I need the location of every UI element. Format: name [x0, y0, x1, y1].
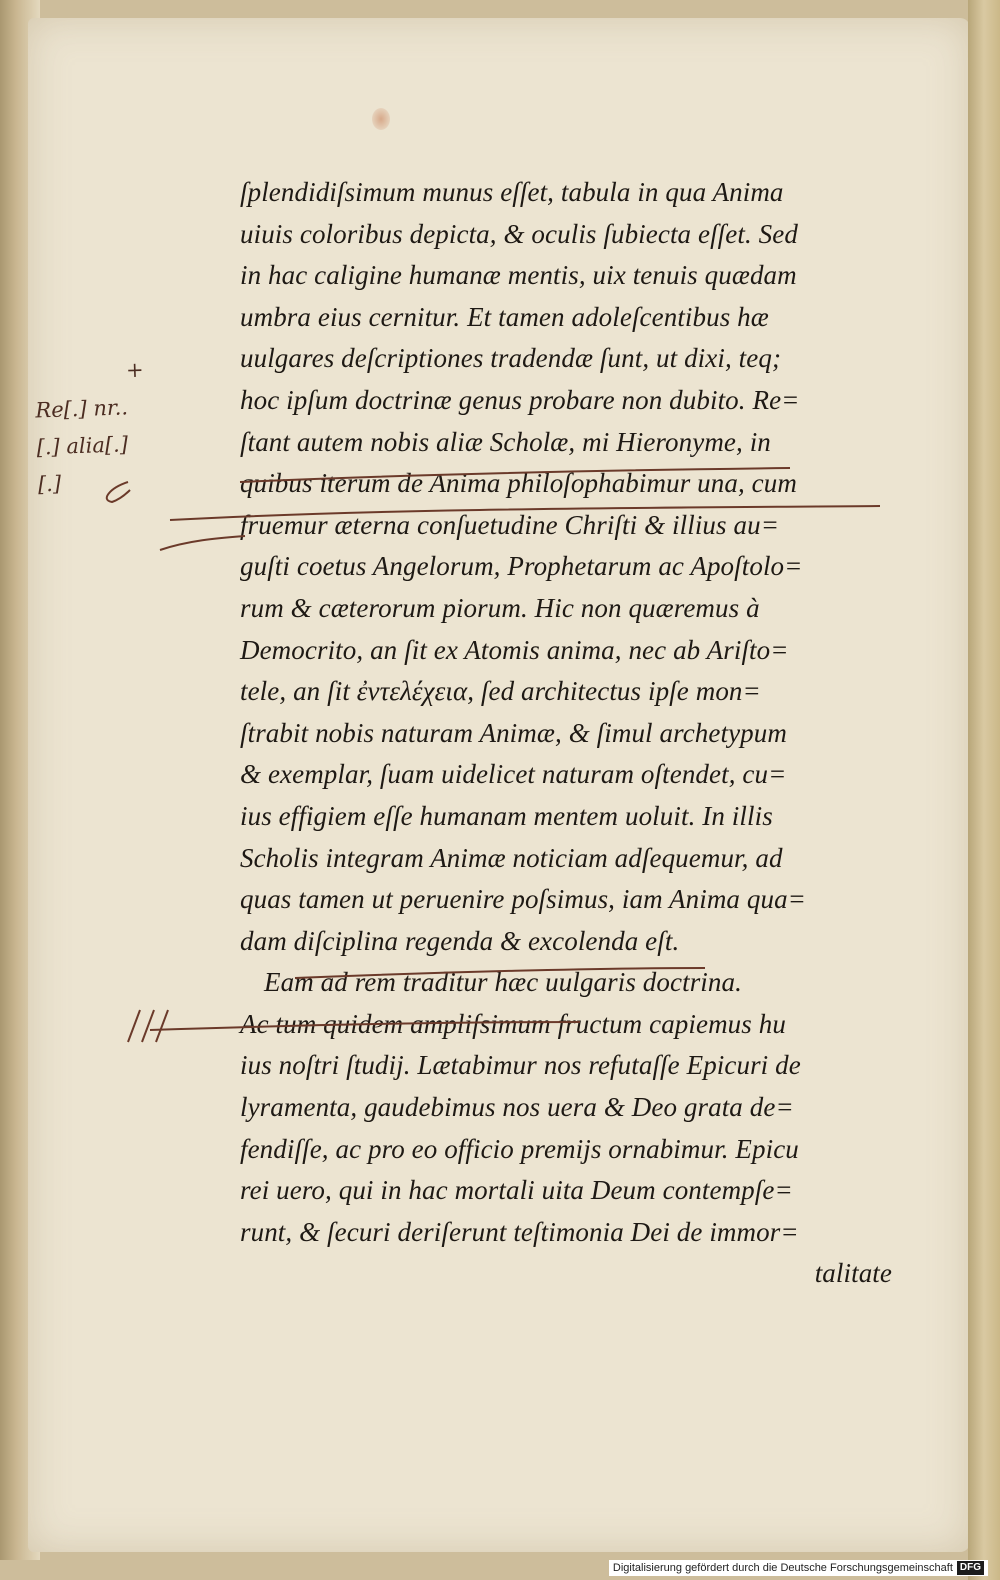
text-line: lyramenta, gaudebimus nos uera & Deo grata de=: [240, 1092, 794, 1123]
text-line: ſtant autem nobis aliæ Scholæ, mi Hieronyme, in: [240, 426, 771, 457]
text-line: quibus iterum de Anima philoſophabimur una, cum: [240, 468, 797, 499]
printed-text-block: [240, 172, 900, 1295]
marginal-note-line: Re[.] nr..: [34, 395, 129, 423]
text-line: fendiſſe, ac pro eo officio premijs ornabimur. Epicu: [240, 1133, 799, 1164]
credit-text: Digitalisierung gefördert durch die Deutsche Forschungsgemeinschaft: [612, 1562, 953, 1574]
text-line: Democrito, an ſit ex Atomis anima, nec ab Ariſto=: [240, 634, 789, 665]
text-line: rum & cæterorum piorum. Hic non quæremus à: [240, 592, 760, 623]
digitization-credit: [609, 1560, 988, 1576]
text-line: hoc ipſum doctrinæ genus probare non dubito. Re=: [240, 384, 800, 415]
text-line: uulgares deſcriptiones tradendæ ſunt, ut dixi, teq;: [240, 343, 782, 374]
marginal-note-line: [.] alia[.]: [36, 432, 129, 460]
text-line: ius noſtri ſtudij. Lætabimur nos refutaſſe Epicuri de: [240, 1050, 801, 1081]
text-line: dam diſciplina regenda & excolenda eſt.: [240, 925, 680, 956]
text-line: uiuis coloribus depicta, & oculis ſubiecta eſſet. Sed: [240, 218, 798, 249]
text-line: rei uero, qui in hac mortali uita Deum contempſe=: [240, 1175, 793, 1206]
page-edge: [968, 0, 1000, 1580]
text-line: Ac tum quidem ampliſsimum fructum capiemus hu: [240, 1008, 786, 1039]
handwritten-marginalia: [33, 349, 238, 504]
text-line: tele, an ſit ἐντελέχεια, ſed architectus ipſe mon=: [240, 676, 761, 707]
text-line: quas tamen ut peruenire poſsimus, iam Anima qua=: [240, 884, 806, 915]
text-line: guſti coetus Angelorum, Prophetarum ac Apoſtolo=: [240, 551, 803, 582]
text-line: ſtrabit nobis naturam Animæ, & ſimul archetypum: [240, 717, 787, 748]
text-line: in hac caligine humanæ mentis, uix tenuis quædam: [240, 260, 797, 291]
text-line: fruemur æterna conſuetudine Chriſti & illius au=: [240, 509, 780, 540]
text-line: runt, & ſecuri deriſerunt teſtimonia Dei de immor=: [240, 1216, 799, 1247]
text-line: ius effigiem eſſe humanam mentem uoluit. In illis: [240, 800, 773, 831]
text-line: ſplendidiſsimum munus eſſet, tabula in qua Anima: [240, 177, 784, 207]
dfg-logo: DFG: [957, 1561, 984, 1575]
text-line: Scholis integram Animæ noticiam adſequemur, ad: [240, 842, 783, 873]
text-line: umbra eius cernitur. Et tamen adoleſcentibus hæ: [240, 301, 769, 332]
marginal-note-line: +: [125, 357, 145, 383]
paper-stain: [372, 108, 390, 130]
marginal-note-line: [.]: [37, 471, 62, 497]
text-line: & exemplar, ſuam uidelicet naturam oſtendet, cu=: [240, 759, 787, 790]
catchword: talitate: [814, 1258, 892, 1289]
text-line: Eam ad rem traditur hæc uulgaris doctrina.: [264, 967, 742, 998]
